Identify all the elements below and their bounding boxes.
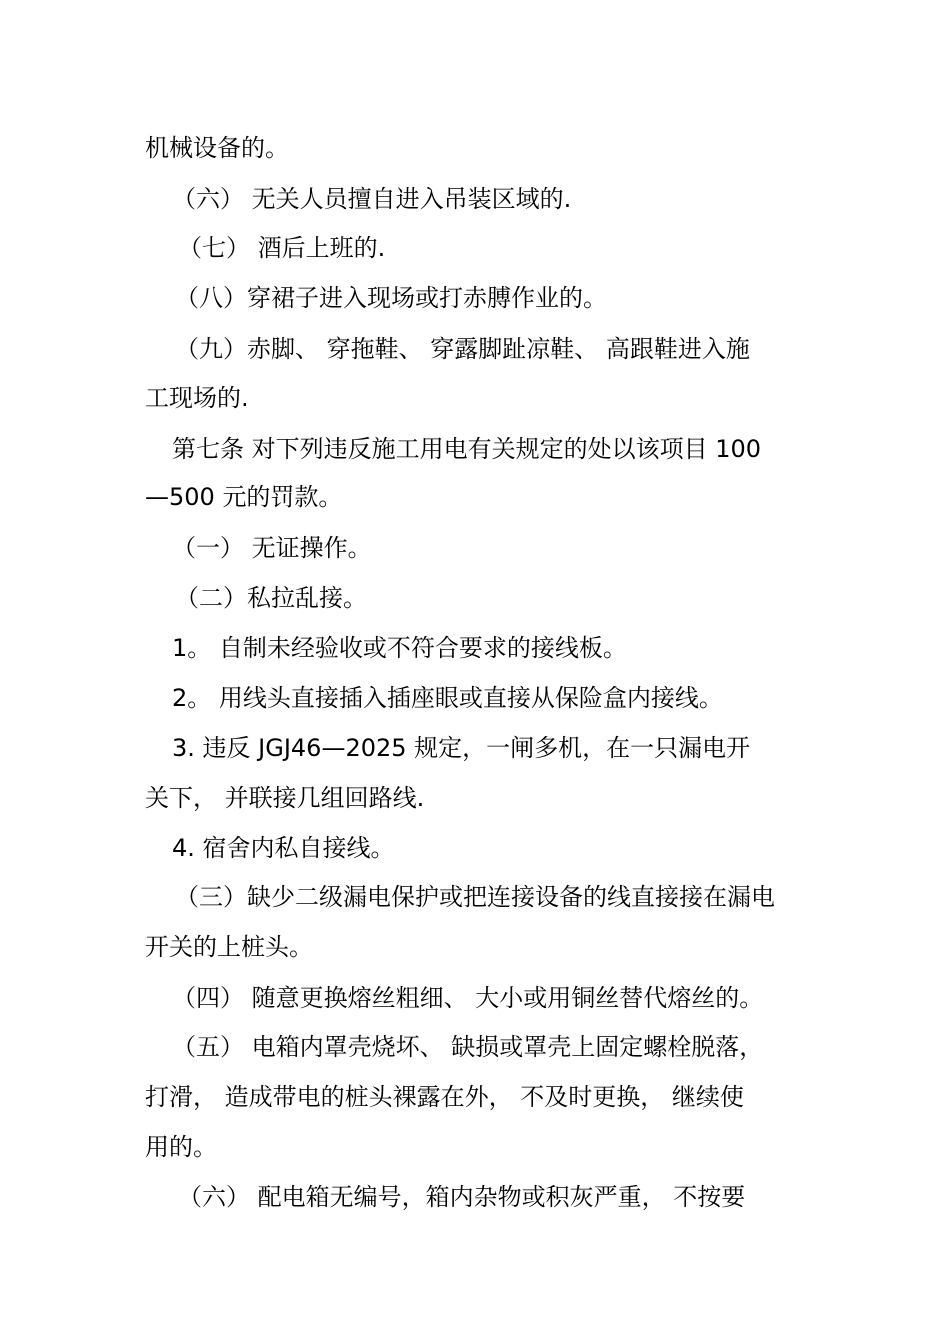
text-line: （一） 无证操作。: [172, 534, 372, 562]
text-line: 工现场的.: [145, 384, 249, 412]
text-line: （五） 电箱内罩壳烧坏、 缺损或罩壳上固定螺栓脱落，: [172, 1033, 764, 1061]
text-line: （二）私拉乱接。: [175, 584, 367, 612]
text-line: —500 元的罚款。: [145, 483, 343, 511]
text-line: （八）穿裙子进入现场或打赤膊作业的。: [175, 284, 607, 312]
text-line: 2。 用线头直接插入插座眼或直接从保险盒内接线。: [172, 684, 723, 712]
text-line: 1。 自制未经验收或不符合要求的接线板。: [172, 634, 627, 662]
text-line: 4. 宿舍内私自接线。: [172, 834, 395, 862]
text-line: （六） 无关人员擅自进入吊装区域的.: [172, 185, 572, 213]
text-line: （九）赤脚、 穿拖鞋、 穿露脚趾凉鞋、 高跟鞋进入施: [175, 335, 750, 363]
text-line: （四） 随意更换熔丝粗细、 大小或用铜丝替代熔丝的。: [172, 984, 764, 1012]
text-line: 开关的上桩头。: [145, 933, 313, 961]
text-line: 3. 违反 JGJ46—2025 规定，一闸多机，在一只漏电开: [172, 734, 751, 762]
text-line: 用的。: [145, 1133, 217, 1161]
text-line: 第七条 对下列违反施工用电有关规定的处以该项目 100: [172, 435, 762, 463]
text-line: （六） 配电箱无编号，箱内杂物或积灰严重， 不按要: [178, 1183, 746, 1211]
text-line: （七） 酒后上班的.: [178, 234, 386, 262]
text-line: （三）缺少二级漏电保护或把连接设备的线直接接在漏电: [175, 883, 775, 911]
text-line: 机械设备的。: [145, 134, 289, 162]
text-line: 打滑， 造成带电的桩头裸露在外， 不及时更换， 继续使: [145, 1083, 744, 1111]
text-line: 关下， 并联接几组回路线.: [145, 784, 425, 812]
